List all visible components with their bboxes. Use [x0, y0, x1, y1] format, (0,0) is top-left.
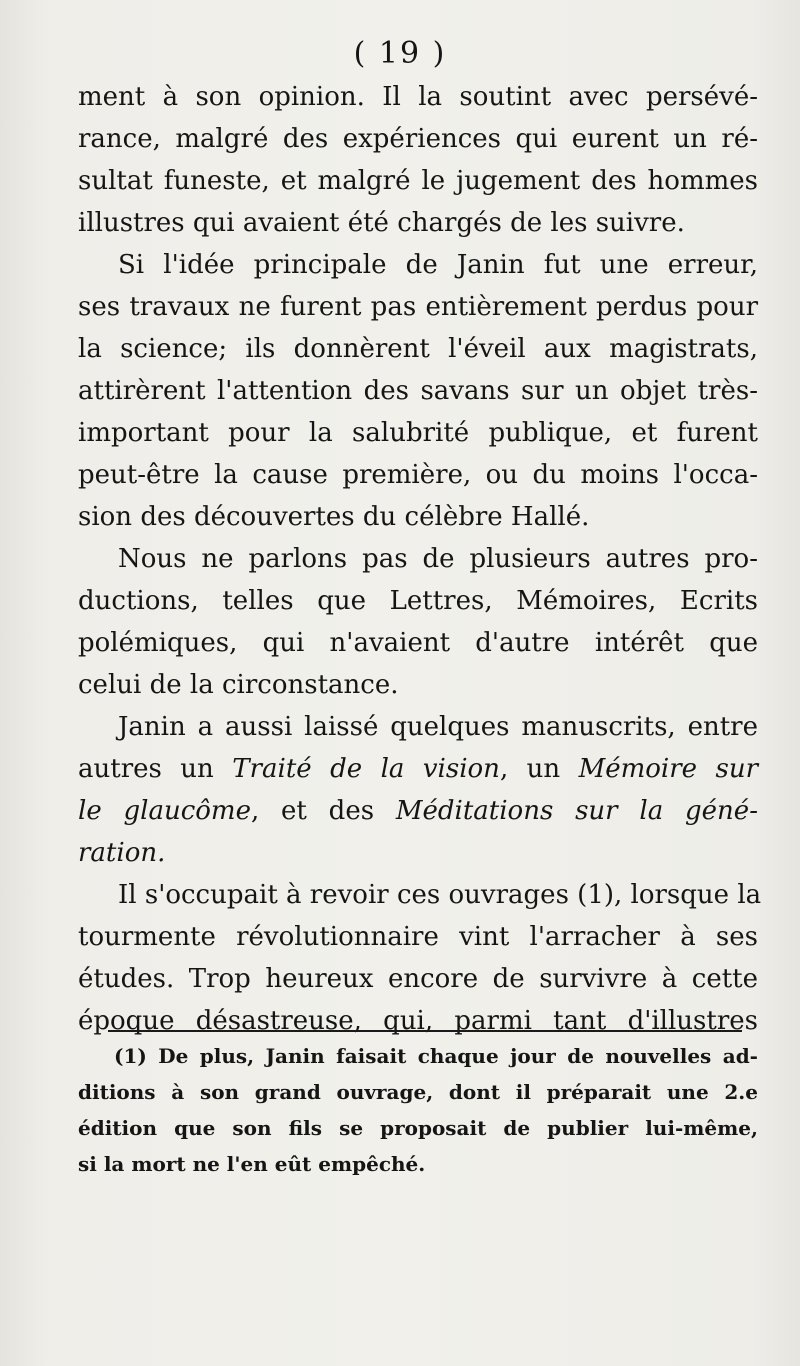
footnote-line: édition que son fils se proposait de publier lui-même,: [78, 1116, 758, 1140]
text-line: Janin a aussi laissé quelques manuscrits, entre: [118, 712, 758, 742]
title-meditations: Méditations sur la géné-: [395, 796, 758, 826]
title-le-glaucome: le glaucôme: [78, 796, 251, 826]
text-line: illustres qui avaient été chargés de les suivre.: [78, 208, 685, 238]
title-ration: ration.: [78, 838, 166, 868]
text-line: Nous ne parlons pas de plusieurs autres pro-: [118, 544, 758, 574]
text-line: ment à son opinion. Il la soutint avec persévé-: [78, 82, 758, 112]
footnote-line: si la mort ne l'en eût empêché.: [78, 1152, 426, 1176]
text-line: celui de la circonstance.: [78, 670, 399, 700]
text-run: autres un: [78, 754, 233, 784]
text-line: la science; ils donnèrent l'éveil aux magistrats,: [78, 334, 758, 364]
title-traite-de-la-vision: Traité de la vision: [232, 754, 500, 784]
body-text: [78, 76, 762, 1042]
text-line: rance, malgré des expériences qui eurent un ré-: [78, 124, 758, 154]
text-line: [78, 748, 758, 790]
text-line: ductions, telles que Lettres, Mémoires, Ecrits: [78, 586, 758, 616]
text-line: polémiques, qui n'avaient d'autre intérêt que: [78, 628, 758, 658]
title-memoire-sur: Mémoire sur: [578, 754, 759, 784]
text-run: , et des: [250, 796, 396, 826]
footnote-line: (1) De plus, Janin faisait chaque jour de nouvelles ad-: [114, 1044, 758, 1068]
footnote: [78, 1038, 758, 1182]
text-line: Il s'occupait à revoir ces ouvrages (1), lorsque la: [118, 880, 762, 910]
text-line: [78, 790, 758, 832]
text-line: Si l'idée principale de Janin fut une erreur,: [118, 250, 758, 280]
text-run: , un: [499, 754, 579, 784]
text-line: époque désastreuse, qui, parmi tant d'illustres: [78, 1006, 758, 1036]
footnote-line: ditions à son grand ouvrage, dont il préparait une 2.e: [78, 1080, 758, 1104]
text-line: peut-être la cause première, ou du moins l'occa-: [78, 460, 758, 490]
text-line: sion des découvertes du célèbre Hallé.: [78, 502, 590, 532]
text-line: sultat funeste, et malgré le jugement des hommes: [78, 166, 758, 196]
text-line: important pour la salubrité publique, et furent: [78, 418, 758, 448]
text-line: tourmente révolutionnaire vint l'arracher à ses: [78, 922, 758, 952]
text-line: attirèrent l'attention des savans sur un objet très-: [78, 376, 758, 406]
text-line: [78, 832, 758, 874]
footnote-rule: [108, 1030, 742, 1032]
text-line: études. Trop heureux encore de survivre à cette: [78, 964, 758, 994]
text-line: ses travaux ne furent pas entièrement perdus pour: [78, 292, 758, 322]
page-number: ( 19 ): [353, 36, 447, 71]
